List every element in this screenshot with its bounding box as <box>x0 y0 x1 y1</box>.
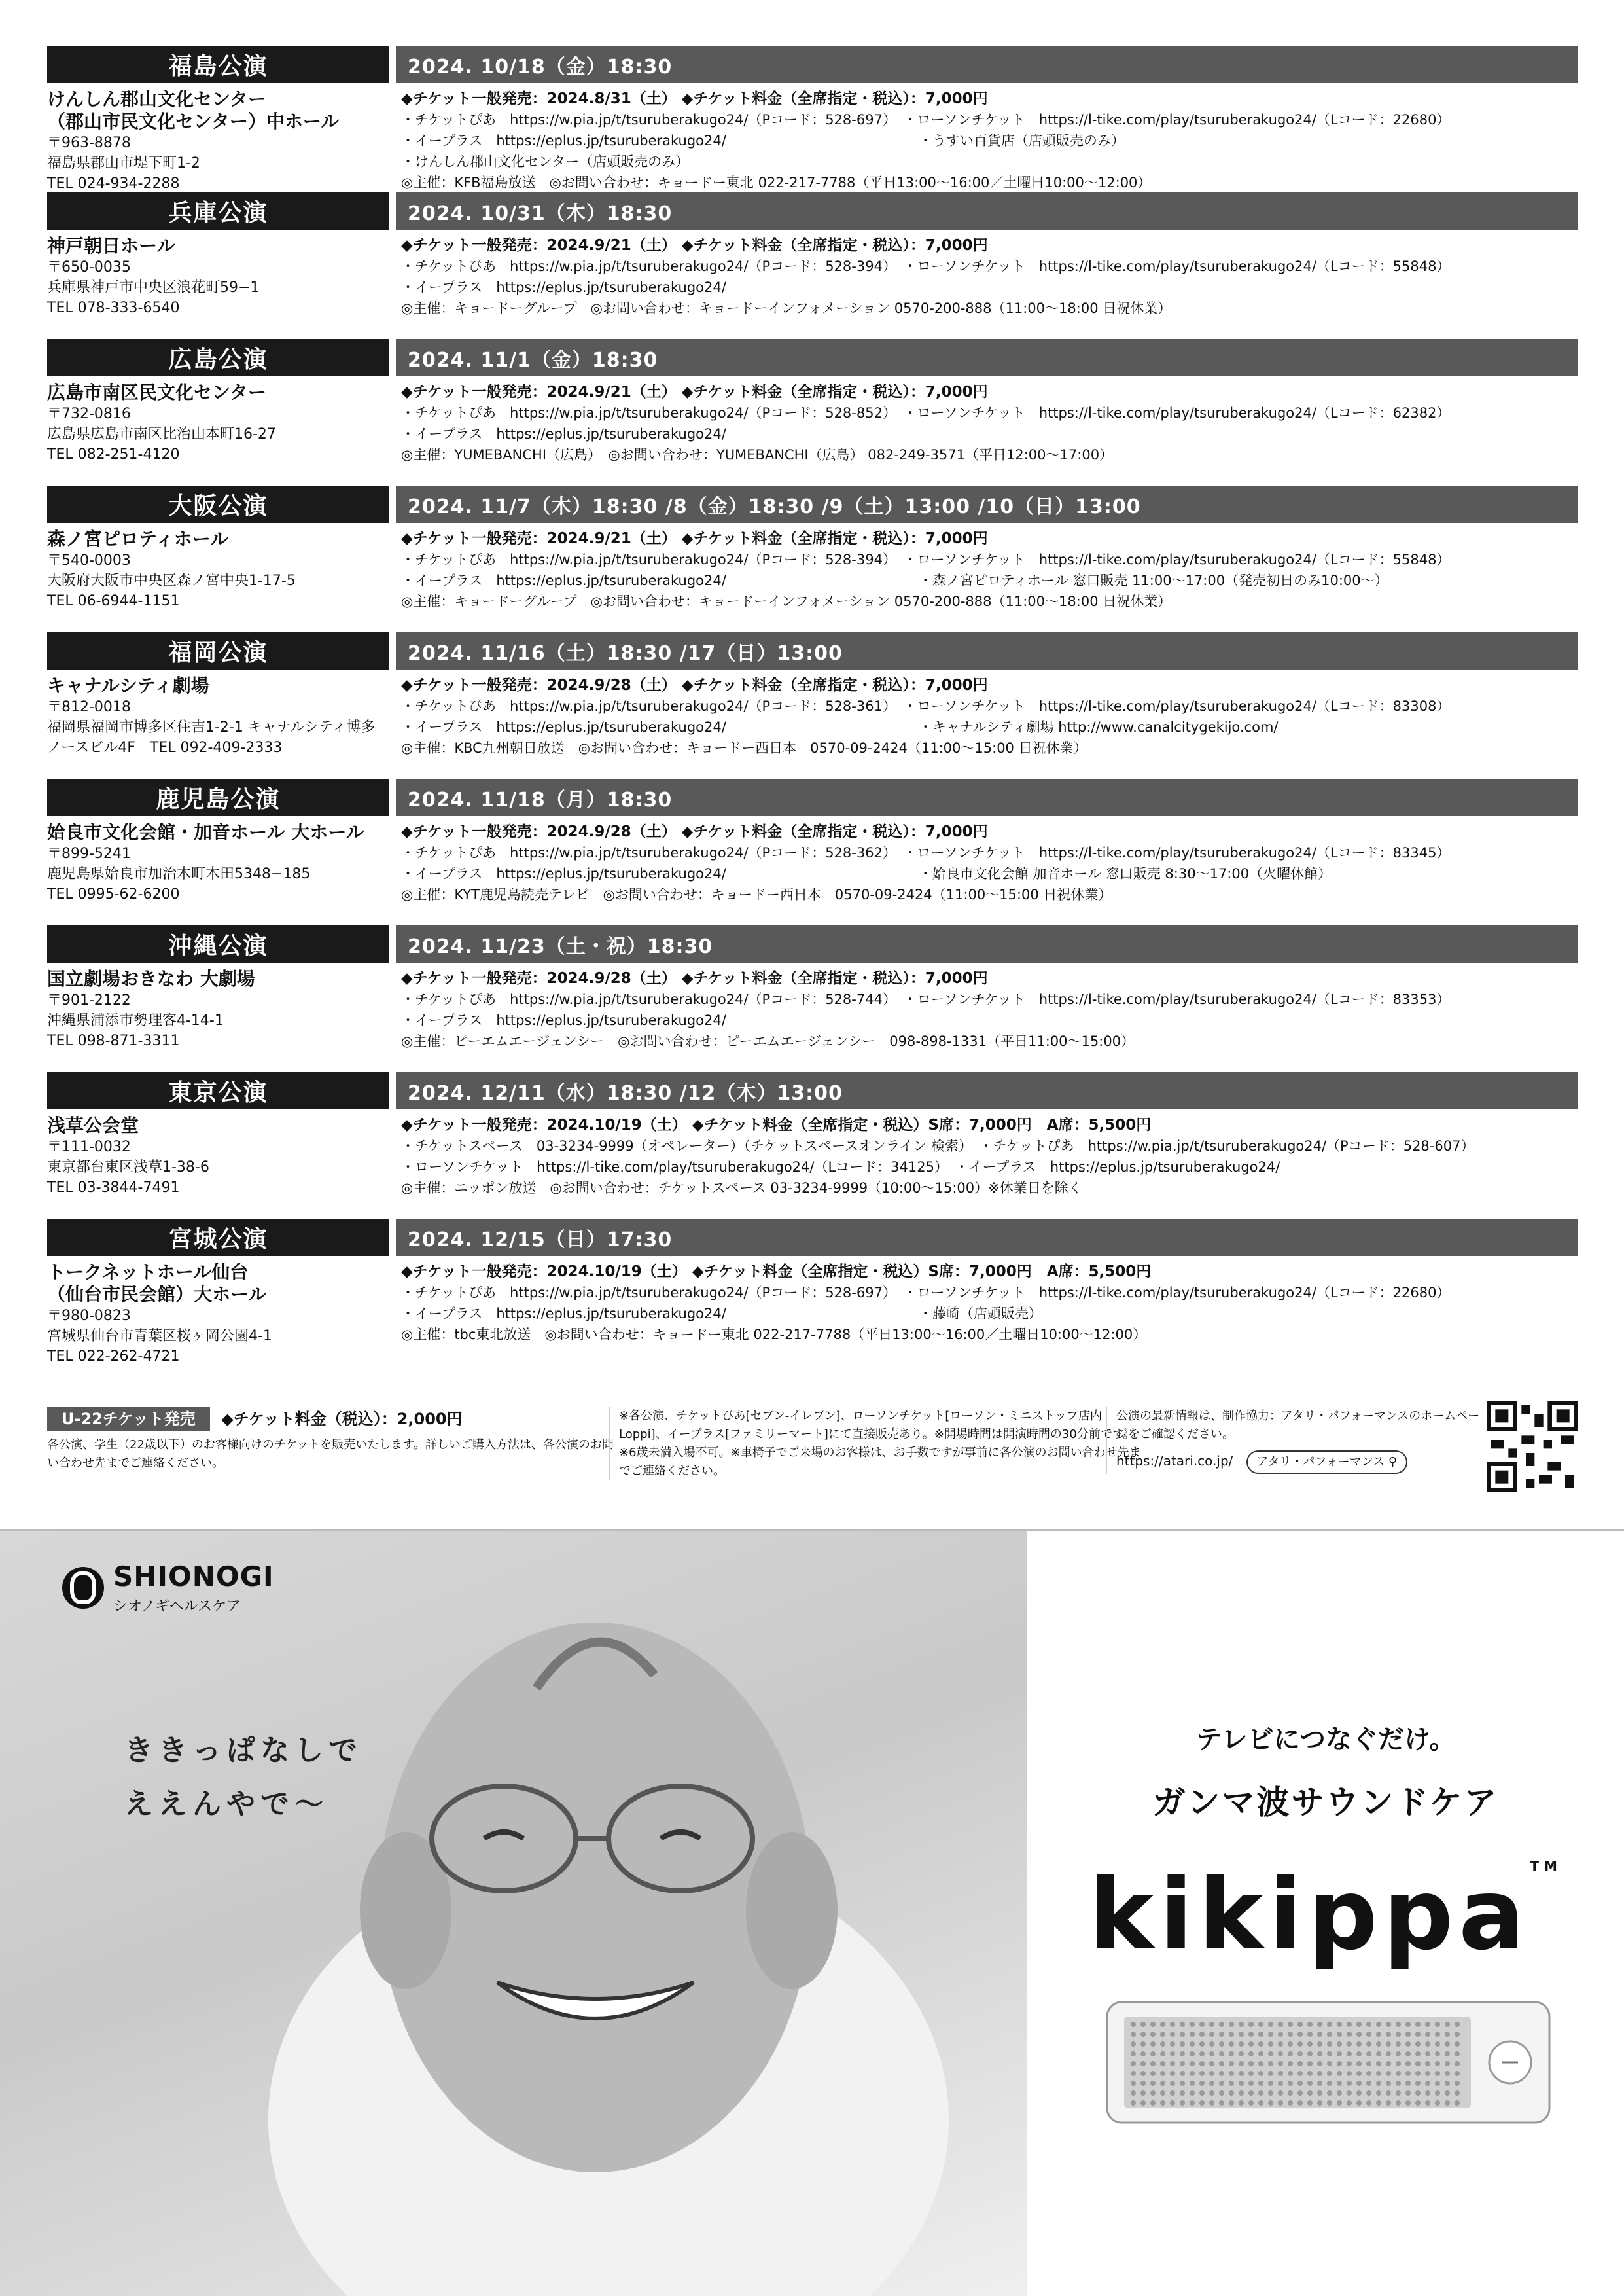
venue-info <box>47 88 396 194</box>
general-notes: ※各公演、チケットぴあ[セブン-イレブン]、ローソンチケット[ローソン・ミニストップ店内Loppi]、イープラス[ファミリーマート]にて直接販売あり。※開場時間は開演時間の30分前です。※6歳未満入場不可。※車椅子でご来場のお客様は、お手数ですが事前に各公演のお問い合わせ先までご連絡ください。 <box>609 1407 1149 1480</box>
ticket-info <box>396 88 1578 194</box>
event-block <box>47 192 1578 336</box>
ticket-line: ・チケットぴあ https://w.pia.jp/t/tsuruberakugo24/（Pコード：528-394） ・ローソンチケット https://l-tike.com/play/tsuruberakugo24/（Lコード：55848） <box>401 552 1451 567</box>
ticket-line: ◆チケット一般発売：2024.9/21（土） ◆チケット料金（全席指定・税込）：7,000円 <box>401 530 988 547</box>
venue-name: 姶良市文化会館・加音ホール 大ホール <box>47 821 364 843</box>
ticket-line: ・けんしん郡山文化センター（店頭販売のみ） <box>401 154 690 170</box>
ticket-info <box>396 1115 1578 1198</box>
search-box[interactable] <box>1246 1450 1407 1474</box>
qr-code-icon[interactable] <box>1487 1401 1578 1492</box>
venue-info <box>47 528 396 612</box>
event-block <box>47 486 1578 630</box>
u22-price: ◆チケット料金（税込）：2,000円 <box>221 1410 463 1428</box>
shionogi-mark-icon <box>62 1567 104 1609</box>
u22-badge: U-22チケット発売 <box>47 1407 210 1431</box>
ticket-line: ◎主催：KFB福島放送 ◎お問い合わせ：キョードー東北 022-217-7788（平日13:00〜16:00／土曜日10:00〜12:00） <box>401 175 1152 190</box>
ticket-line: ・イープラス https://eplus.jp/tsuruberakugo24/ <box>401 1013 726 1028</box>
ticket-line: ◎主催：YUMEBANCHI（広島） ◎お問い合わせ：YUMEBANCHI（広島） 082-249-3571（平日12:00〜17:00） <box>401 447 1114 463</box>
ticket-line: ◆チケット一般発売：2024.8/31（土） ◆チケット料金（全席指定・税込）：7,000円 <box>401 90 988 107</box>
ticket-line: ◎主催：キョードーグループ ◎お問い合わせ：キョードーインフォメーション 0570-200-888（11:00〜18:00 日祝休業） <box>401 594 1172 609</box>
ticket-line: ・チケットスペース 03-3234-9999（オペレーター）（チケットスペースオンライン 検索） ・チケットぴあ https://w.pia.jp/t/tsuruberakugo24/（Pコード：528-607） <box>401 1138 1475 1154</box>
u22-section <box>47 1407 623 1473</box>
ticket-line: ・イープラス https://eplus.jp/tsuruberakugo24/ ・キャナルシティ劇場 http://www.canalcitygekijo.com/ <box>401 719 1279 735</box>
ticket-info <box>396 1261 1578 1367</box>
prefecture-label: 鹿児島公演 <box>47 779 389 816</box>
footer-info <box>47 1407 1578 1492</box>
ticket-info <box>396 821 1578 905</box>
performance-date: 2024. 11/23（土・祝）18:30 <box>396 925 1578 963</box>
event-body <box>47 670 1578 759</box>
prefecture-label: 宮城公演 <box>47 1219 389 1256</box>
event-body <box>47 376 1578 465</box>
ticket-line: ・チケットぴあ https://w.pia.jp/t/tsuruberakugo24/（Pコード：528-394） ・ローソンチケット https://l-tike.com/play/tsuruberakugo24/（Lコード：55848） <box>401 259 1451 274</box>
event-block <box>47 632 1578 776</box>
venue-address: 〒650-0035 兵庫県神戸市中央区浪花町59−1 TEL 078-333-6540 <box>47 259 260 316</box>
venue-info <box>47 821 396 905</box>
venue-address: 〒732-0816 広島県広島市南区比治山本町16-27 TEL 082-251-4120 <box>47 406 276 463</box>
prefecture-label: 沖縄公演 <box>47 925 389 963</box>
official-url[interactable]: https://atari.co.jp/ <box>1116 1453 1233 1469</box>
event-body <box>47 230 1578 319</box>
portrait-illustration <box>0 1531 1027 2296</box>
ticket-line: ◆チケット一般発売：2024.9/21（土） ◆チケット料金（全席指定・税込）：7,000円 <box>401 237 988 254</box>
performance-date: 2024. 11/1（金）18:30 <box>396 339 1578 376</box>
event-header <box>47 925 1578 963</box>
event-header <box>47 486 1578 523</box>
performance-date: 2024. 11/18（月）18:30 <box>396 779 1578 816</box>
venue-name: けんしん郡山文化センター （郡山市民文化センター）中ホール <box>47 88 340 132</box>
official-info-text: 公演の最新情報は、制作協力：アタリ・パフォーマンスのホームページをご確認ください。 <box>1116 1409 1480 1441</box>
ticket-line: ・チケットぴあ https://w.pia.jp/t/tsuruberakugo24/（Pコード：528-852） ・ローソンチケット https://l-tike.com/play/tsuruberakugo24/（Lコード：62382） <box>401 405 1451 421</box>
u22-note: 各公演、学生（22歳以下）のお客様向けのチケットを販売いたします。詳しいご購入方法は、各公演のお問い合わせ先までご連絡ください。 <box>47 1438 614 1470</box>
venue-address: 〒540-0003 大阪府大阪市中央区森ノ宮中央1-17-5 TEL 06-6944-1151 <box>47 552 296 609</box>
ticket-line: ・チケットぴあ https://w.pia.jp/t/tsuruberakugo24/（Pコード：528-744） ・ローソンチケット https://l-tike.com/play/tsuruberakugo24/（Lコード：83353） <box>401 992 1451 1007</box>
venue-address: 〒980-0823 宮城県仙台市青葉区桜ヶ岡公園4-1 TEL 022-262-4721 <box>47 1308 272 1365</box>
venue-address: 〒812-0018 福岡県福岡市博多区住吉1-2-1 キャナルシティ博多 ノースビル4F TEL 092-409-2333 <box>47 699 376 756</box>
speaker-device-illustration <box>1106 2001 1551 2124</box>
venue-name: 国立劇場おきなわ 大劇場 <box>47 968 255 990</box>
prefecture-label: 福岡公演 <box>47 632 389 670</box>
trademark: TM <box>1530 1858 1562 1874</box>
ticket-line: ◎主催：ニッポン放送 ◎お問い合わせ：チケットスペース 03-3234-9999（10:00〜15:00）※休業日を除く <box>401 1180 1082 1196</box>
performance-date: 2024. 12/15（日）17:30 <box>396 1219 1578 1256</box>
ticket-line: ・イープラス https://eplus.jp/tsuruberakugo24/ ・うすい百貨店（店頭販売のみ） <box>401 133 1125 149</box>
venue-name: トークネットホール仙台 （仙台市民会館）大ホール <box>47 1261 267 1305</box>
logo-main-text: SHIONOGI <box>113 1560 274 1592</box>
venue-name: 浅草公会堂 <box>47 1115 139 1136</box>
event-block <box>47 46 1578 190</box>
official-url-row <box>1116 1450 1483 1474</box>
logo-sub-text: シオノギヘルスケア <box>113 1598 241 1615</box>
performance-date: 2024. 10/31（木）18:30 <box>396 192 1578 230</box>
event-body <box>47 963 1578 1052</box>
event-block <box>47 1072 1578 1216</box>
event-header <box>47 339 1578 376</box>
event-header <box>47 632 1578 670</box>
ticket-line: ◎主催：キョードーグループ ◎お問い合わせ：キョードーインフォメーション 0570-200-888（11:00〜18:00 日祝休業） <box>401 300 1172 316</box>
event-body <box>47 83 1578 194</box>
ticket-info <box>396 968 1578 1052</box>
venue-info <box>47 1261 396 1367</box>
ticket-info <box>396 675 1578 759</box>
event-body <box>47 816 1578 905</box>
ticket-info <box>396 528 1578 612</box>
ticket-line: ・ローソンチケット https://l-tike.com/play/tsuruberakugo24/（Lコード：34125） ・イープラス https://eplus.jp/tsuruberakugo24/ <box>401 1159 1280 1175</box>
event-block <box>47 1219 1578 1363</box>
tagline-primary: テレビにつなぐだけ。 <box>1195 1725 1456 1755</box>
event-header <box>47 779 1578 816</box>
ticket-line: ◎主催：KYT鹿児島読売テレビ ◎お問い合わせ：キョードー西日本 0570-09-2424（11:00〜15:00 日祝休業） <box>401 887 1112 903</box>
official-info <box>1106 1407 1483 1474</box>
ticket-line: ・イープラス https://eplus.jp/tsuruberakugo24/ <box>401 426 726 442</box>
venue-name: キャナルシティ劇場 <box>47 675 209 696</box>
prefecture-label: 大阪公演 <box>47 486 389 523</box>
venue-address: 〒963-8878 福島県郡山市堤下町1-2 TEL 024-934-2288 <box>47 135 200 192</box>
venue-info <box>47 382 396 465</box>
ticket-line: ・イープラス https://eplus.jp/tsuruberakugo24/ <box>401 279 726 295</box>
venue-info <box>47 968 396 1052</box>
prefecture-label: 兵庫公演 <box>47 192 389 230</box>
ticket-line: ・チケットぴあ https://w.pia.jp/t/tsuruberakugo24/（Pコード：528-697） ・ローソンチケット https://l-tike.com/play/tsuruberakugo24/（Lコード：22680） <box>401 112 1451 128</box>
ticket-line: ◆チケット一般発売：2024.10/19（土） ◆チケット料金（全席指定・税込）S席：7,000円 A席：5,500円 <box>401 1263 1152 1280</box>
prefecture-label: 広島公演 <box>47 339 389 376</box>
brand-name: kikippa <box>1089 1858 1530 1972</box>
prefecture-label: 福島公演 <box>47 46 389 83</box>
event-header <box>47 46 1578 83</box>
tagline-secondary: ガンマ波サウンドケア <box>1152 1784 1499 1821</box>
venue-address: 〒899-5241 鹿児島県姶良市加治木町木田5348−185 TEL 0995-62-6200 <box>47 846 311 903</box>
performance-date: 2024. 10/18（金）18:30 <box>396 46 1578 83</box>
ticket-line: ◎主催：KBC九州朝日放送 ◎お問い合わせ：キョードー西日本 0570-09-2424（11:00〜15:00 日祝休業） <box>401 740 1087 756</box>
event-body <box>47 523 1578 612</box>
ticket-line: ・イープラス https://eplus.jp/tsuruberakugo24/ ・姶良市文化会館 加音ホール 窓口販売 8:30〜17:00（火曜休館） <box>401 866 1332 882</box>
performance-schedule <box>47 46 1578 1365</box>
venue-info <box>47 1115 396 1198</box>
ticket-line: ・チケットぴあ https://w.pia.jp/t/tsuruberakugo24/（Pコード：528-361） ・ローソンチケット https://l-tike.com/play/tsuruberakugo24/（Lコード：83308） <box>401 698 1451 714</box>
event-block <box>47 925 1578 1069</box>
ticket-line: ・イープラス https://eplus.jp/tsuruberakugo24/ ・森ノ宮ピロティホール 窓口販売 11:00〜17:00（発売初日のみ10:00〜） <box>401 573 1388 588</box>
venue-name: 広島市南区民文化センター <box>47 382 266 403</box>
ticket-line: ◆チケット一般発売：2024.10/19（土） ◆チケット料金（全席指定・税込）S席：7,000円 A席：5,500円 <box>401 1117 1152 1134</box>
portrait-photo <box>0 1531 1027 2296</box>
search-label: アタリ・パフォーマンス <box>1256 1455 1385 1469</box>
venue-name: 神戸朝日ホール <box>47 235 175 257</box>
ticket-line: ◆チケット一般発売：2024.9/28（土） ◆チケット料金（全席指定・税込）：7,000円 <box>401 677 988 694</box>
ticket-line: ◎主催：ピーエムエージェンシー ◎お問い合わせ：ピーエムエージェンシー 098-898-1331（平日11:00〜15:00） <box>401 1033 1135 1049</box>
shionogi-logo <box>62 1560 274 1615</box>
ticket-line: ◆チケット一般発売：2024.9/21（土） ◆チケット料金（全席指定・税込）：7,000円 <box>401 384 988 401</box>
event-body <box>47 1109 1578 1198</box>
venue-info <box>47 675 396 759</box>
ticket-line: ・チケットぴあ https://w.pia.jp/t/tsuruberakugo24/（Pコード：528-697） ・ローソンチケット https://l-tike.com/play/tsuruberakugo24/（Lコード：22680） <box>401 1285 1451 1300</box>
brand-logo <box>1027 1858 1624 1972</box>
event-block <box>47 339 1578 483</box>
venue-name: 森ノ宮ピロティホール <box>47 528 229 550</box>
performance-date: 2024. 11/16（土）18:30 /17（日）13:00 <box>396 632 1578 670</box>
ticket-info <box>396 382 1578 465</box>
event-header <box>47 1219 1578 1256</box>
event-header <box>47 192 1578 230</box>
event-header <box>47 1072 1578 1109</box>
ticket-line: ・イープラス https://eplus.jp/tsuruberakugo24/ ・藤崎（店頭販売） <box>401 1306 1042 1321</box>
performance-date: 2024. 12/11（水）18:30 /12（木）13:00 <box>396 1072 1578 1109</box>
ticket-line: ◆チケット一般発売：2024.9/28（土） ◆チケット料金（全席指定・税込）：7,000円 <box>401 823 988 840</box>
venue-address: 〒901-2122 沖縄県浦添市勢理客4-14-1 TEL 098-871-3311 <box>47 992 224 1049</box>
performance-date: 2024. 11/7（木）18:30 /8（金）18:30 /9（土）13:00 /10（日）13:00 <box>396 486 1578 523</box>
ticket-line: ◆チケット一般発売：2024.9/28（土） ◆チケット料金（全席指定・税込）：7,000円 <box>401 970 988 987</box>
search-icon: ⚲ <box>1388 1455 1398 1469</box>
venue-info <box>47 235 396 319</box>
ticket-line: ◎主催：tbc東北放送 ◎お問い合わせ：キョードー東北 022-217-7788（平日13:00〜16:00／土曜日10:00〜12:00） <box>401 1327 1147 1342</box>
product-ad <box>1027 1531 1624 2296</box>
venue-address: 〒111-0032 東京都台東区浅草1-38-6 TEL 03-3844-7491 <box>47 1139 209 1196</box>
ticket-line: ・チケットぴあ https://w.pia.jp/t/tsuruberakugo24/（Pコード：528-362） ・ローソンチケット https://l-tike.com/play/tsuruberakugo24/（Lコード：83345） <box>401 845 1451 861</box>
catch-copy: ききっぱなしで ええんやで〜 <box>124 1734 362 1821</box>
event-body <box>47 1256 1578 1367</box>
prefecture-label: 東京公演 <box>47 1072 389 1109</box>
ticket-info <box>396 235 1578 319</box>
event-block <box>47 779 1578 923</box>
